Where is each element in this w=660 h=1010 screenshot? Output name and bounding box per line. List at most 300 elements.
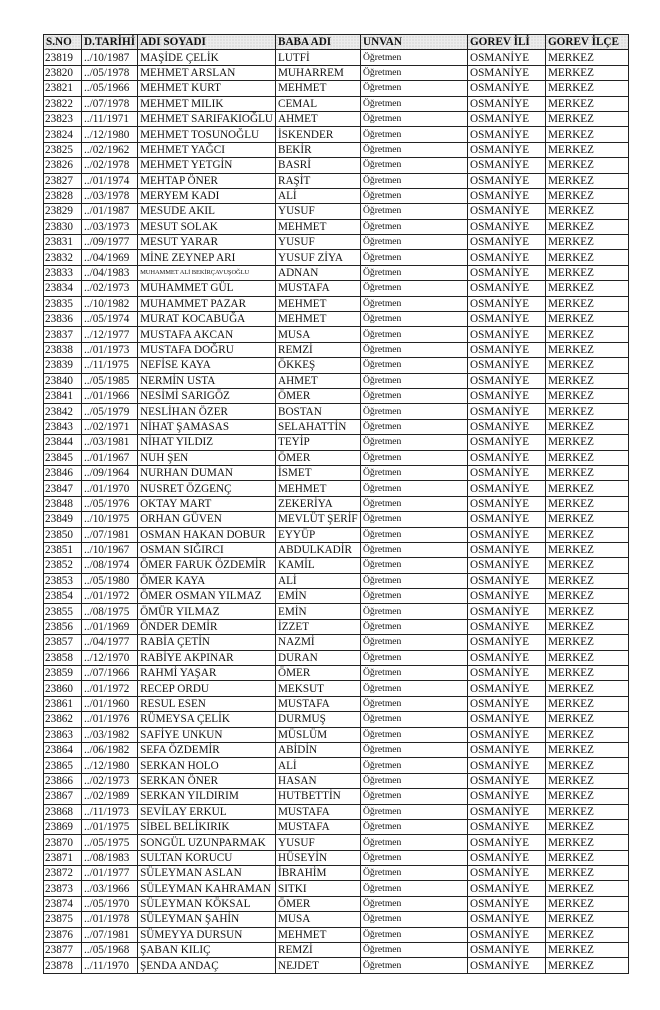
cell-duty-district: MERKEZ [545, 250, 628, 265]
cell-birth-date: ../07/1978 [82, 96, 138, 111]
cell-father-name: ABİDİN [275, 742, 360, 757]
cell-birth-date: ../04/1983 [82, 265, 138, 280]
cell-father-name: MUHARREM [275, 65, 360, 80]
cell-sno: 23874 [44, 896, 82, 911]
cell-birth-date: ../01/1978 [82, 912, 138, 927]
cell-duty-province: OSMANİYE [467, 758, 545, 773]
cell-duty-province: OSMANİYE [467, 373, 545, 388]
table-row [44, 373, 629, 388]
table-row [44, 173, 629, 188]
cell-duty-district: MERKEZ [545, 50, 628, 65]
cell-duty-district: MERKEZ [545, 681, 628, 696]
cell-title: Öğretmen [360, 527, 467, 542]
table-row [44, 312, 629, 327]
cell-duty-district: MERKEZ [545, 542, 628, 557]
cell-father-name: MEHMET [275, 219, 360, 234]
cell-birth-date: ../09/1964 [82, 465, 138, 480]
cell-full-name: SEFA ÖZDEMİR [138, 742, 276, 757]
table-row [44, 542, 629, 557]
cell-sno: 23849 [44, 512, 82, 527]
cell-duty-province: OSMANİYE [467, 881, 545, 896]
cell-title: Öğretmen [360, 866, 467, 881]
cell-father-name: MEHMET [275, 296, 360, 311]
cell-full-name: ÖMER KAYA [138, 573, 276, 588]
header-father-name: BABA ADI [275, 35, 360, 50]
cell-full-name: SEVİLAY ERKUL [138, 804, 276, 819]
table-row [44, 158, 629, 173]
cell-title: Öğretmen [360, 542, 467, 557]
cell-duty-province: OSMANİYE [467, 65, 545, 80]
cell-birth-date: ../02/1978 [82, 158, 138, 173]
header-sno: S.NO [44, 35, 82, 50]
cell-title: Öğretmen [360, 681, 467, 696]
cell-sno: 23878 [44, 958, 82, 973]
cell-birth-date: ../08/1983 [82, 850, 138, 865]
cell-sno: 23865 [44, 758, 82, 773]
cell-duty-province: OSMANİYE [467, 188, 545, 203]
cell-title: Öğretmen [360, 481, 467, 496]
cell-sno: 23866 [44, 773, 82, 788]
cell-sno: 23843 [44, 419, 82, 434]
cell-duty-province: OSMANİYE [467, 789, 545, 804]
cell-title: Öğretmen [360, 943, 467, 958]
cell-duty-district: MERKEZ [545, 958, 628, 973]
cell-birth-date: ../05/1975 [82, 835, 138, 850]
cell-birth-date: ../02/1962 [82, 142, 138, 157]
cell-full-name: MAŞİDE ÇELİK [138, 50, 276, 65]
cell-father-name: MUSA [275, 912, 360, 927]
cell-father-name: LUTFİ [275, 50, 360, 65]
cell-father-name: ÖMER [275, 450, 360, 465]
cell-birth-date: ../04/1977 [82, 635, 138, 650]
cell-duty-district: MERKEZ [545, 265, 628, 280]
table-row [44, 50, 629, 65]
cell-duty-district: MERKEZ [545, 219, 628, 234]
table-row [44, 342, 629, 357]
cell-full-name: NUH ŞEN [138, 450, 276, 465]
cell-duty-district: MERKEZ [545, 419, 628, 434]
cell-title: Öğretmen [360, 158, 467, 173]
cell-birth-date: ../03/1978 [82, 188, 138, 203]
cell-sno: 23863 [44, 727, 82, 742]
cell-birth-date: ../01/1967 [82, 450, 138, 465]
cell-birth-date: ../10/1975 [82, 512, 138, 527]
cell-sno: 23834 [44, 281, 82, 296]
table-row [44, 927, 629, 942]
cell-full-name: RABİYE AKPINAR [138, 650, 276, 665]
cell-sno: 23838 [44, 342, 82, 357]
cell-father-name: ÖMER [275, 388, 360, 403]
cell-full-name: ŞABAN KILIÇ [138, 943, 276, 958]
table-row [44, 789, 629, 804]
cell-title: Öğretmen [360, 96, 467, 111]
table-row [44, 681, 629, 696]
cell-father-name: BASRİ [275, 158, 360, 173]
cell-duty-province: OSMANİYE [467, 127, 545, 142]
cell-duty-district: MERKEZ [545, 312, 628, 327]
cell-full-name: RÜMEYSA ÇELİK [138, 712, 276, 727]
cell-duty-province: OSMANİYE [467, 912, 545, 927]
cell-father-name: YUSUF [275, 835, 360, 850]
table-row [44, 435, 629, 450]
cell-birth-date: ../10/1987 [82, 50, 138, 65]
cell-title: Öğretmen [360, 819, 467, 834]
cell-father-name: ZEKERİYA [275, 496, 360, 511]
cell-duty-province: OSMANİYE [467, 265, 545, 280]
cell-duty-province: OSMANİYE [467, 727, 545, 742]
table-header [44, 35, 629, 50]
cell-duty-district: MERKEZ [545, 296, 628, 311]
cell-duty-province: OSMANİYE [467, 204, 545, 219]
cell-sno: 23844 [44, 435, 82, 450]
cell-father-name: HUTBETTİN [275, 789, 360, 804]
cell-duty-province: OSMANİYE [467, 927, 545, 942]
table-row [44, 773, 629, 788]
cell-duty-province: OSMANİYE [467, 527, 545, 542]
cell-birth-date: ../10/1982 [82, 296, 138, 311]
cell-birth-date: ../12/1980 [82, 758, 138, 773]
cell-full-name: MUHAMMET GÜL [138, 281, 276, 296]
cell-father-name: YUSUF [275, 235, 360, 250]
cell-father-name: İZZET [275, 619, 360, 634]
cell-title: Öğretmen [360, 727, 467, 742]
cell-birth-date: ../11/1975 [82, 358, 138, 373]
cell-father-name: SITKI [275, 881, 360, 896]
cell-birth-date: ../05/1966 [82, 81, 138, 96]
cell-duty-province: OSMANİYE [467, 604, 545, 619]
cell-father-name: AHMET [275, 373, 360, 388]
cell-duty-district: MERKEZ [545, 404, 628, 419]
cell-sno: 23835 [44, 296, 82, 311]
cell-sno: 23847 [44, 481, 82, 496]
cell-full-name: ŞENDA ANDAÇ [138, 958, 276, 973]
cell-duty-district: MERKEZ [545, 373, 628, 388]
table-row [44, 296, 629, 311]
table-row [44, 512, 629, 527]
cell-duty-province: OSMANİYE [467, 435, 545, 450]
table-row [44, 250, 629, 265]
table-row [44, 758, 629, 773]
cell-duty-district: MERKEZ [545, 712, 628, 727]
cell-birth-date: ../08/1975 [82, 604, 138, 619]
cell-father-name: ALİ [275, 188, 360, 203]
cell-duty-province: OSMANİYE [467, 835, 545, 850]
cell-birth-date: ../05/1970 [82, 896, 138, 911]
table-row [44, 804, 629, 819]
cell-full-name: MESUT YARAR [138, 235, 276, 250]
cell-sno: 23839 [44, 358, 82, 373]
cell-duty-district: MERKEZ [545, 358, 628, 373]
cell-father-name: HÜSEYİN [275, 850, 360, 865]
cell-title: Öğretmen [360, 265, 467, 280]
cell-title: Öğretmen [360, 188, 467, 203]
cell-sno: 23854 [44, 589, 82, 604]
cell-sno: 23851 [44, 542, 82, 557]
cell-sno: 23832 [44, 250, 82, 265]
cell-title: Öğretmen [360, 219, 467, 234]
cell-father-name: İSMET [275, 465, 360, 480]
cell-full-name: SÜLEYMAN ŞAHİN [138, 912, 276, 927]
cell-full-name: SONGÜL UZUNPARMAK [138, 835, 276, 850]
cell-title: Öğretmen [360, 619, 467, 634]
table-body [44, 50, 629, 973]
header-duty-district: GOREV İLÇE [545, 35, 628, 50]
cell-duty-province: OSMANİYE [467, 896, 545, 911]
cell-title: Öğretmen [360, 465, 467, 480]
cell-duty-province: OSMANİYE [467, 773, 545, 788]
cell-title: Öğretmen [360, 296, 467, 311]
cell-title: Öğretmen [360, 881, 467, 896]
cell-full-name: SÜMEYYA DURSUN [138, 927, 276, 942]
cell-title: Öğretmen [360, 558, 467, 573]
cell-sno: 23872 [44, 866, 82, 881]
cell-birth-date: ../05/1985 [82, 373, 138, 388]
cell-duty-district: MERKEZ [545, 81, 628, 96]
cell-sno: 23833 [44, 265, 82, 280]
cell-duty-district: MERKEZ [545, 789, 628, 804]
table-row [44, 696, 629, 711]
cell-sno: 23859 [44, 666, 82, 681]
cell-full-name: MURAT KOCABUĞA [138, 312, 276, 327]
table-row [44, 419, 629, 434]
table-row [44, 666, 629, 681]
cell-duty-district: MERKEZ [545, 881, 628, 896]
cell-duty-province: OSMANİYE [467, 358, 545, 373]
cell-full-name: MUHAMMET ALİ BEKİRÇAVUŞOĞLU [138, 265, 276, 280]
table-row [44, 604, 629, 619]
cell-father-name: DURMUŞ [275, 712, 360, 727]
cell-sno: 23857 [44, 635, 82, 650]
cell-duty-district: MERKEZ [545, 281, 628, 296]
cell-duty-province: OSMANİYE [467, 465, 545, 480]
cell-title: Öğretmen [360, 142, 467, 157]
cell-duty-province: OSMANİYE [467, 589, 545, 604]
cell-title: Öğretmen [360, 789, 467, 804]
table-row [44, 558, 629, 573]
cell-title: Öğretmen [360, 373, 467, 388]
cell-sno: 23831 [44, 235, 82, 250]
cell-father-name: RAŞİT [275, 173, 360, 188]
table-row [44, 835, 629, 850]
cell-father-name: EMİN [275, 604, 360, 619]
cell-father-name: ÖMER [275, 666, 360, 681]
cell-duty-district: MERKEZ [545, 635, 628, 650]
cell-sno: 23836 [44, 312, 82, 327]
cell-father-name: ÖMER [275, 896, 360, 911]
cell-title: Öğretmen [360, 496, 467, 511]
cell-title: Öğretmen [360, 635, 467, 650]
cell-title: Öğretmen [360, 127, 467, 142]
cell-duty-district: MERKEZ [545, 65, 628, 80]
cell-full-name: NEFİSE KAYA [138, 358, 276, 373]
cell-title: Öğretmen [360, 712, 467, 727]
cell-duty-province: OSMANİYE [467, 958, 545, 973]
cell-birth-date: ../02/1973 [82, 281, 138, 296]
header-title: UNVAN [360, 35, 467, 50]
cell-father-name: MUSTAFA [275, 696, 360, 711]
cell-duty-province: OSMANİYE [467, 312, 545, 327]
cell-title: Öğretmen [360, 342, 467, 357]
cell-duty-province: OSMANİYE [467, 742, 545, 757]
cell-title: Öğretmen [360, 450, 467, 465]
cell-title: Öğretmen [360, 235, 467, 250]
cell-title: Öğretmen [360, 666, 467, 681]
table-row [44, 81, 629, 96]
cell-title: Öğretmen [360, 404, 467, 419]
cell-birth-date: ../07/1981 [82, 927, 138, 942]
cell-father-name: İSKENDER [275, 127, 360, 142]
cell-title: Öğretmen [360, 111, 467, 126]
cell-birth-date: ../11/1970 [82, 958, 138, 973]
cell-sno: 23840 [44, 373, 82, 388]
cell-duty-district: MERKEZ [545, 558, 628, 573]
cell-birth-date: ../06/1982 [82, 742, 138, 757]
table-row [44, 589, 629, 604]
cell-sno: 23830 [44, 219, 82, 234]
cell-birth-date: ../05/1978 [82, 65, 138, 80]
cell-full-name: OSMAN HAKAN DOBUR [138, 527, 276, 542]
cell-birth-date: ../03/1982 [82, 727, 138, 742]
cell-title: Öğretmen [360, 327, 467, 342]
table-row [44, 943, 629, 958]
table-row [44, 619, 629, 634]
cell-birth-date: ../05/1980 [82, 573, 138, 588]
table-row [44, 188, 629, 203]
cell-sno: 23864 [44, 742, 82, 757]
cell-duty-district: MERKEZ [545, 96, 628, 111]
cell-duty-district: MERKEZ [545, 496, 628, 511]
cell-duty-district: MERKEZ [545, 727, 628, 742]
cell-father-name: NAZMİ [275, 635, 360, 650]
cell-duty-district: MERKEZ [545, 327, 628, 342]
cell-duty-province: OSMANİYE [467, 450, 545, 465]
cell-duty-province: OSMANİYE [467, 327, 545, 342]
cell-duty-district: MERKEZ [545, 204, 628, 219]
cell-duty-province: OSMANİYE [467, 650, 545, 665]
cell-title: Öğretmen [360, 281, 467, 296]
cell-birth-date: ../11/1971 [82, 111, 138, 126]
cell-full-name: MEHMET KURT [138, 81, 276, 96]
cell-title: Öğretmen [360, 650, 467, 665]
cell-duty-province: OSMANİYE [467, 712, 545, 727]
table-row [44, 404, 629, 419]
table-row [44, 388, 629, 403]
cell-father-name: MEHMET [275, 927, 360, 942]
cell-father-name: REMZİ [275, 943, 360, 958]
cell-full-name: SULTAN KORUCU [138, 850, 276, 865]
cell-sno: 23852 [44, 558, 82, 573]
table-row [44, 481, 629, 496]
cell-duty-province: OSMANİYE [467, 50, 545, 65]
cell-duty-province: OSMANİYE [467, 496, 545, 511]
cell-birth-date: ../08/1974 [82, 558, 138, 573]
cell-full-name: SİBEL BELİKIRIK [138, 819, 276, 834]
cell-full-name: ORHAN GÜVEN [138, 512, 276, 527]
cell-father-name: MEHMET [275, 81, 360, 96]
cell-full-name: SERKAN ÖNER [138, 773, 276, 788]
cell-sno: 23856 [44, 619, 82, 634]
cell-sno: 23846 [44, 465, 82, 480]
table-row [44, 573, 629, 588]
cell-father-name: NEJDET [275, 958, 360, 973]
cell-duty-province: OSMANİYE [467, 542, 545, 557]
cell-full-name: ÖNDER DEMİR [138, 619, 276, 634]
cell-birth-date: ../01/1972 [82, 589, 138, 604]
cell-full-name: OKTAY MART [138, 496, 276, 511]
cell-duty-district: MERKEZ [545, 604, 628, 619]
table-row [44, 958, 629, 973]
cell-duty-province: OSMANİYE [467, 573, 545, 588]
cell-full-name: MEHMET YETGİN [138, 158, 276, 173]
cell-birth-date: ../03/1966 [82, 881, 138, 896]
cell-sno: 23873 [44, 881, 82, 896]
cell-full-name: RECEP ORDU [138, 681, 276, 696]
cell-father-name: MUSTAFA [275, 281, 360, 296]
cell-sno: 23860 [44, 681, 82, 696]
cell-duty-province: OSMANİYE [467, 219, 545, 234]
cell-sno: 23819 [44, 50, 82, 65]
cell-duty-district: MERKEZ [545, 465, 628, 480]
table-row [44, 450, 629, 465]
cell-sno: 23853 [44, 573, 82, 588]
cell-sno: 23871 [44, 850, 82, 865]
cell-title: Öğretmen [360, 958, 467, 973]
cell-sno: 23837 [44, 327, 82, 342]
cell-father-name: ALİ [275, 758, 360, 773]
cell-title: Öğretmen [360, 742, 467, 757]
cell-father-name: BEKİR [275, 142, 360, 157]
cell-full-name: NERMİN USTA [138, 373, 276, 388]
cell-sno: 23820 [44, 65, 82, 80]
cell-title: Öğretmen [360, 435, 467, 450]
cell-duty-province: OSMANİYE [467, 804, 545, 819]
table-row [44, 527, 629, 542]
table-row [44, 327, 629, 342]
cell-father-name: MEKSUT [275, 681, 360, 696]
table-row [44, 635, 629, 650]
table-row [44, 866, 629, 881]
cell-full-name: MEHMET TOSUNOĞLU [138, 127, 276, 142]
cell-duty-district: MERKEZ [545, 435, 628, 450]
cell-duty-district: MERKEZ [545, 481, 628, 496]
cell-birth-date: ../03/1981 [82, 435, 138, 450]
cell-sno: 23862 [44, 712, 82, 727]
cell-full-name: MEHTAP ÖNER [138, 173, 276, 188]
cell-full-name: NESİMİ SARIGÖZ [138, 388, 276, 403]
cell-title: Öğretmen [360, 312, 467, 327]
cell-duty-province: OSMANİYE [467, 850, 545, 865]
table-row [44, 219, 629, 234]
cell-full-name: MUSTAFA AKCAN [138, 327, 276, 342]
cell-duty-province: OSMANİYE [467, 943, 545, 958]
cell-duty-district: MERKEZ [545, 619, 628, 634]
table-row [44, 496, 629, 511]
table-row [44, 896, 629, 911]
cell-birth-date: ../03/1973 [82, 219, 138, 234]
cell-full-name: NURHAN DUMAN [138, 465, 276, 480]
cell-duty-district: MERKEZ [545, 696, 628, 711]
cell-duty-province: OSMANİYE [467, 158, 545, 173]
cell-sno: 23867 [44, 789, 82, 804]
cell-title: Öğretmen [360, 850, 467, 865]
cell-duty-district: MERKEZ [545, 912, 628, 927]
cell-duty-district: MERKEZ [545, 127, 628, 142]
cell-duty-district: MERKEZ [545, 158, 628, 173]
cell-birth-date: ../01/1974 [82, 173, 138, 188]
cell-title: Öğretmen [360, 358, 467, 373]
cell-father-name: SELAHATTİN [275, 419, 360, 434]
table-row [44, 281, 629, 296]
